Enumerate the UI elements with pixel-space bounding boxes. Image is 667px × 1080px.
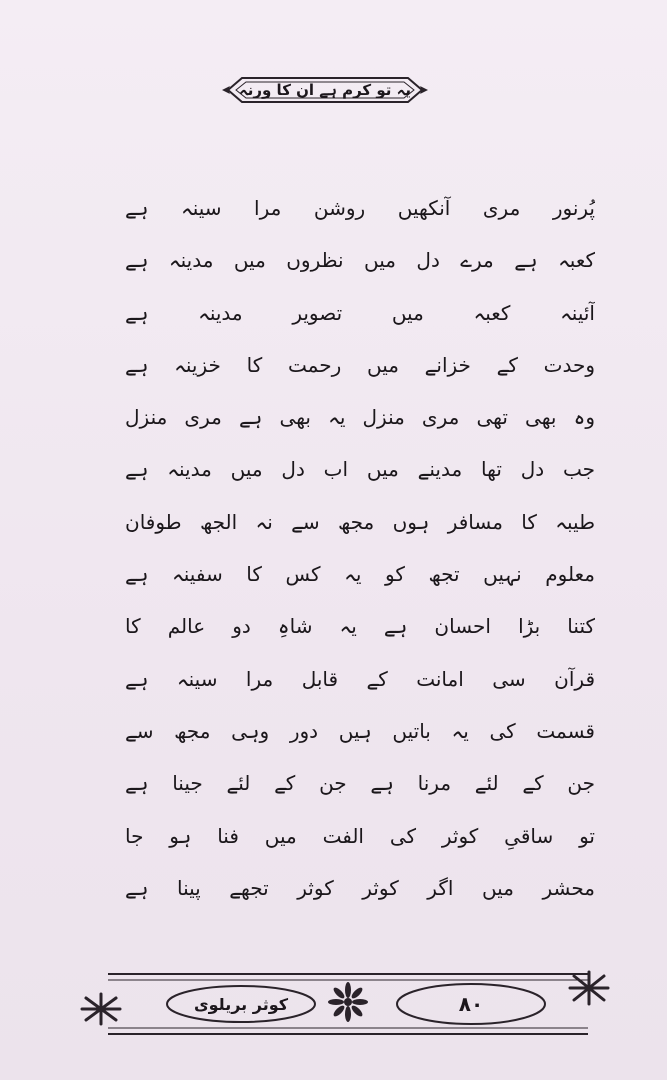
page-number: ۸۰ [458,992,484,1016]
poem-verse: تو ساقیِ کوثر کی الفت میں فنا ہو جا [125,823,595,848]
poem-verse: جن کے لئے مرنا ہے جن کے لئے جینا ہے [125,771,595,796]
flower-ornament-icon [328,982,368,1022]
star-ornament-icon [82,994,120,1024]
poet-name: کوثر بریلوی [193,994,289,1014]
poem-verse: قسمت کی یہ باتیں ہیں دور وہی مجھ سے [125,718,595,743]
poem-verse: معلوم نہیں تجھ کو یہ کس کا سفینہ ہے [125,562,595,587]
star-ornament-icon [570,972,608,1004]
poem-verse: قرآن سی امانت کے قابل مرا سینہ ہے [125,666,595,691]
poem-verse: محشر میں اگر کوثر کوثر تجھے پینا ہے [125,875,595,900]
poem-verse: آئینہ کعبہ میں تصویر مدینہ ہے [125,300,595,325]
poem-verse: وحدت کے خزانے میں رحمت کا خزینہ ہے [125,352,595,377]
poem-verse: کعبہ ہے مرے دل میں نظروں میں مدینہ ہے [125,248,595,273]
page-footer [78,968,618,1040]
poem [125,182,595,914]
poem-verse: وہ بھی تھی مری منزل یہ بھی ہے مری منزل [125,405,595,430]
page-title: یہ تو کرم ہے ان کا ورنہ [238,81,412,99]
poem-verse: طیبہ کا مسافر ہوں مجھ سے نہ الجھ طوفان [125,509,595,534]
header-banner [222,70,428,110]
poem-verse: جب دل تھا مدینے میں اب دل میں مدینہ ہے [125,457,595,482]
poem-verse: پُرنور مری آنکھیں روشن مرا سینہ ہے [125,196,595,220]
poem-verse: کتنا بڑا احسان ہے یہ شاہِ دو عالم کا [125,614,595,639]
